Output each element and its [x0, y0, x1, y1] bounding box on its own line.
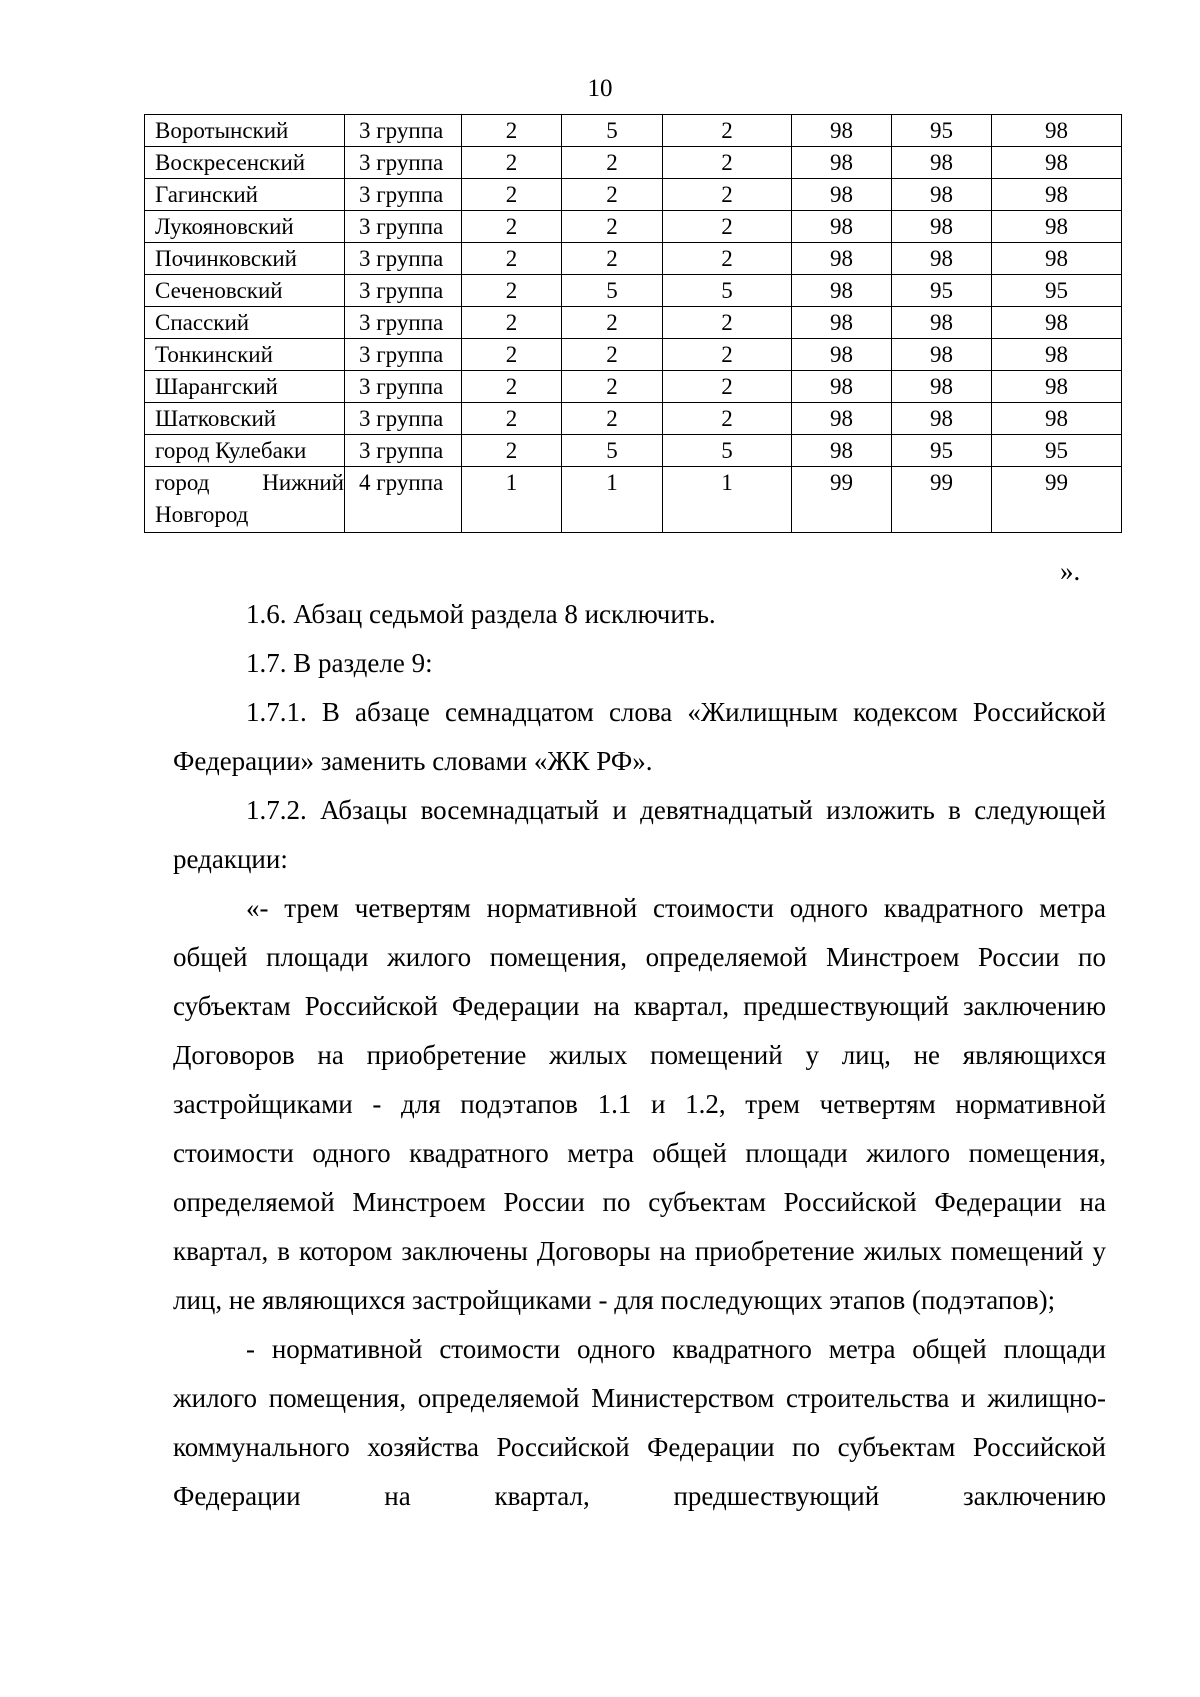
- value-cell-3: 2: [663, 371, 792, 403]
- group-cell: 3 группа: [345, 371, 462, 403]
- district-name-line-2: Новгород: [155, 502, 249, 527]
- value-cell-2: 1: [562, 467, 663, 533]
- value-cell-4: 98: [792, 307, 892, 339]
- value-cell-6: 98: [992, 403, 1122, 435]
- value-cell-3: 5: [663, 275, 792, 307]
- value-cell-3: 2: [663, 307, 792, 339]
- value-cell-1: 2: [462, 371, 562, 403]
- value-cell-6: 98: [992, 339, 1122, 371]
- district-name-line-1: город Нижний: [155, 470, 344, 495]
- district-name-cell: Воскресенский: [145, 147, 345, 179]
- value-cell-1: 2: [462, 147, 562, 179]
- page-number: 10: [587, 75, 613, 102]
- table-row: [145, 115, 1122, 147]
- value-cell-4: 98: [792, 147, 892, 179]
- value-cell-3: 2: [663, 179, 792, 211]
- value-cell-6: 98: [992, 115, 1122, 147]
- district-name-cell: Шарангский: [145, 371, 345, 403]
- district-name-cell: Спасский: [145, 307, 345, 339]
- value-cell-4: 98: [792, 403, 892, 435]
- value-cell-1: 2: [462, 179, 562, 211]
- value-cell-2: 2: [562, 339, 663, 371]
- value-cell-2: 2: [562, 307, 663, 339]
- value-cell-5: 98: [892, 147, 992, 179]
- table-row: [145, 147, 1122, 179]
- value-cell-1: 2: [462, 243, 562, 275]
- group-cell: 3 группа: [345, 115, 462, 147]
- group-cell: 3 группа: [345, 403, 462, 435]
- table-row: [145, 467, 1122, 533]
- value-cell-4: 98: [792, 243, 892, 275]
- table-row: [145, 275, 1122, 307]
- district-name-cell: Тонкинский: [145, 339, 345, 371]
- district-name-cell: Воротынский: [145, 115, 345, 147]
- district-name-cell: Сеченовский: [145, 275, 345, 307]
- value-cell-5: 98: [892, 179, 992, 211]
- value-cell-1: 2: [462, 403, 562, 435]
- value-cell-1: 2: [462, 435, 562, 467]
- value-cell-3: 2: [663, 147, 792, 179]
- value-cell-6: 98: [992, 179, 1122, 211]
- value-cell-6: 98: [992, 243, 1122, 275]
- district-name-cell: [145, 467, 345, 533]
- value-cell-4: 98: [792, 115, 892, 147]
- value-cell-1: 1: [462, 467, 562, 533]
- value-cell-4: 98: [792, 435, 892, 467]
- value-cell-3: 2: [663, 339, 792, 371]
- value-cell-5: 95: [892, 115, 992, 147]
- value-cell-2: 5: [562, 435, 663, 467]
- value-cell-6: 95: [992, 435, 1122, 467]
- value-cell-1: 2: [462, 211, 562, 243]
- value-cell-2: 5: [562, 115, 663, 147]
- value-cell-6: 95: [992, 275, 1122, 307]
- value-cell-4: 99: [792, 467, 892, 533]
- value-cell-1: 2: [462, 115, 562, 147]
- table-row: [145, 307, 1122, 339]
- value-cell-2: 2: [562, 211, 663, 243]
- table-body: [145, 115, 1122, 533]
- value-cell-4: 98: [792, 275, 892, 307]
- value-cell-3: 2: [663, 403, 792, 435]
- paragraph-1-7-2: 1.7.2. Абзацы восемнадцатый и девятнадцатый изложить в следующей редакции:: [173, 795, 1106, 874]
- value-cell-5: 98: [892, 211, 992, 243]
- value-cell-1: 2: [462, 307, 562, 339]
- value-cell-2: 2: [562, 179, 663, 211]
- value-cell-5: 95: [892, 435, 992, 467]
- value-cell-3: 2: [663, 115, 792, 147]
- value-cell-5: 98: [892, 371, 992, 403]
- district-name-cell: Гагинский: [145, 179, 345, 211]
- paragraph-quote-1: «- трем четвертям нормативной стоимости одного квадратного метра общей площади жилого помещения, определяемой Минстроем России по субъектам Российской Федерации на квартал, предшествующий заключению Договоров на приобретение жилых помещений у лиц, не являющихся застройщиками - для подэтапов 1.1 и 1.2, трем четвертям нормативной стоимости одного квадратного метра общей площади жилого помещения, определяемой Минстроем России по субъектам Российской Федерации на квартал, в котором заключены Договоры на приобретение жилых помещений у лиц, не являющихся застройщиками - для последующих этапов (подэтапов);: [173, 893, 1106, 1315]
- value-cell-2: 2: [562, 403, 663, 435]
- table-row: [145, 211, 1122, 243]
- paragraph-1-6: 1.6. Абзац седьмой раздела 8 исключить.: [246, 599, 716, 629]
- group-cell: 3 группа: [345, 147, 462, 179]
- value-cell-5: 98: [892, 403, 992, 435]
- table-row: [145, 371, 1122, 403]
- value-cell-5: 98: [892, 307, 992, 339]
- value-cell-3: 2: [663, 243, 792, 275]
- table-row: [145, 435, 1122, 467]
- value-cell-2: 2: [562, 243, 663, 275]
- group-cell: 3 группа: [345, 211, 462, 243]
- table-row: [145, 403, 1122, 435]
- closing-quote-mark: ».: [1060, 556, 1081, 586]
- value-cell-5: 95: [892, 275, 992, 307]
- paragraph-1-7: 1.7. В разделе 9:: [246, 648, 433, 678]
- value-cell-5: 98: [892, 339, 992, 371]
- district-name-cell: Починковский: [145, 243, 345, 275]
- value-cell-6: 98: [992, 211, 1122, 243]
- district-name-cell: Лукояновский: [145, 211, 345, 243]
- value-cell-1: 2: [462, 339, 562, 371]
- value-cell-5: 99: [892, 467, 992, 533]
- value-cell-2: 2: [562, 371, 663, 403]
- value-cell-3: 2: [663, 211, 792, 243]
- value-cell-4: 98: [792, 339, 892, 371]
- district-name-cell: город Кулебаки: [145, 435, 345, 467]
- value-cell-2: 5: [562, 275, 663, 307]
- value-cell-6: 98: [992, 371, 1122, 403]
- table-row: [145, 243, 1122, 275]
- table-row: [145, 179, 1122, 211]
- value-cell-1: 2: [462, 275, 562, 307]
- value-cell-4: 98: [792, 371, 892, 403]
- value-cell-6: 98: [992, 307, 1122, 339]
- value-cell-4: 98: [792, 179, 892, 211]
- value-cell-3: 1: [663, 467, 792, 533]
- value-cell-3: 5: [663, 435, 792, 467]
- value-cell-6: 98: [992, 147, 1122, 179]
- group-cell: 3 группа: [345, 435, 462, 467]
- document-body: [173, 590, 1106, 1521]
- paragraph-quote-2: - нормативной стоимости одного квадратного метра общей площади жилого помещения, определяемой Министерством строительства и жилищно-коммунального хозяйства Российской Федерации по субъектам Российской Федерации на квартал, предшествующий заключению: [173, 1334, 1106, 1511]
- table-row: [145, 339, 1122, 371]
- group-cell: 3 группа: [345, 179, 462, 211]
- group-cell: 4 группа: [345, 467, 462, 533]
- district-name-cell: Шатковский: [145, 403, 345, 435]
- group-cell: 3 группа: [345, 307, 462, 339]
- paragraph-1-7-1: 1.7.1. В абзаце семнадцатом слова «Жилищным кодексом Российской Федерации» заменить словами «ЖК РФ».: [173, 697, 1106, 776]
- value-cell-4: 98: [792, 211, 892, 243]
- municipality-table: [144, 114, 1122, 533]
- group-cell: 3 группа: [345, 243, 462, 275]
- value-cell-6: 99: [992, 467, 1122, 533]
- value-cell-5: 98: [892, 243, 992, 275]
- group-cell: 3 группа: [345, 339, 462, 371]
- value-cell-2: 2: [562, 147, 663, 179]
- group-cell: 3 группа: [345, 275, 462, 307]
